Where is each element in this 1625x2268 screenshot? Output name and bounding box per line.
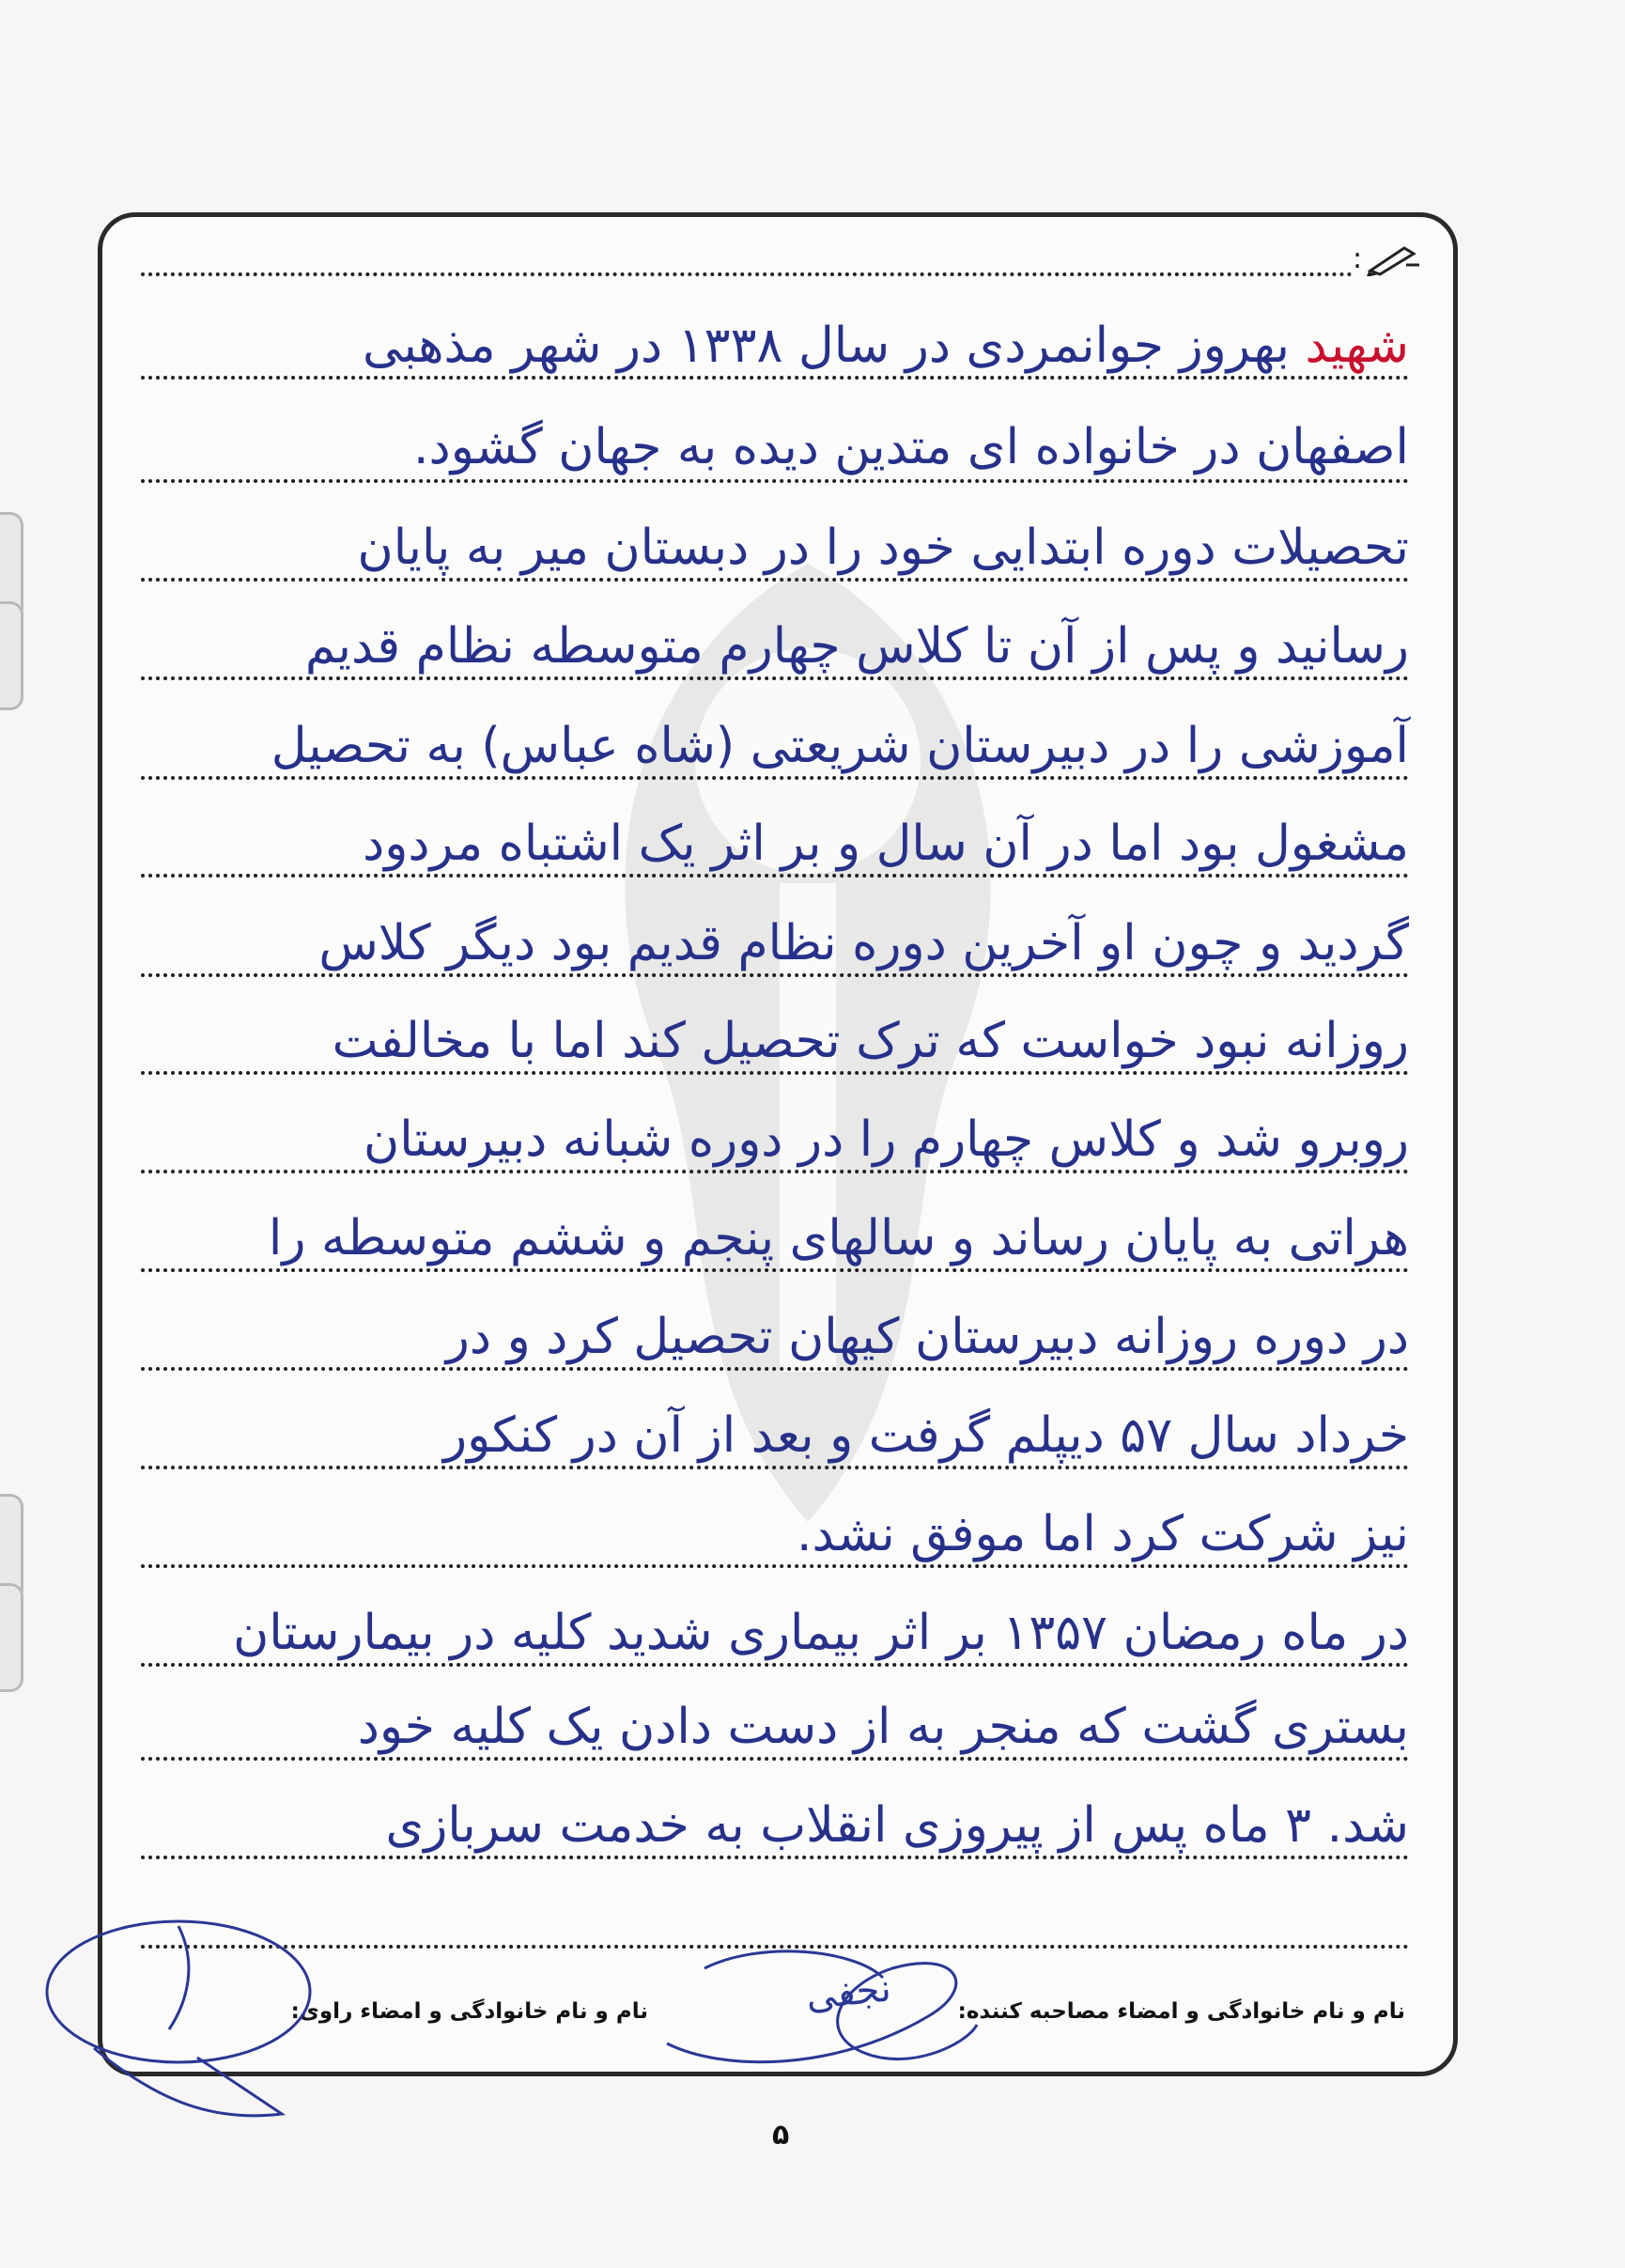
handwritten-line: بستری گشت که منجر به از دست دادن یک کلیه خود xyxy=(357,1699,1409,1755)
writing-rule xyxy=(141,676,1409,680)
handwritten-line: شهید بهروز جوانمردی در سال ۱۳۳۸ در شهر مذهبی xyxy=(363,318,1409,374)
interviewer-signature-label: نام و نام خانوادگی و امضاء مصاحبه کننده: xyxy=(957,1999,1405,2024)
interviewer-signature: نجفی xyxy=(803,1966,893,2019)
handwritten-line: هراتی به پایان رساند و سالهای پنجم و ششم متوسطه را xyxy=(268,1210,1409,1266)
handwritten-line: روبرو شد و کلاس چهارم را در دوره شبانه دبیرستان xyxy=(364,1111,1409,1168)
handwritten-line: مشغول بود اما در آن سال و بر اثر یک اشتباه مردود xyxy=(363,816,1409,872)
writing-rule xyxy=(141,776,1409,780)
writing-rule xyxy=(141,1071,1409,1075)
handwritten-line: گردید و چون او آخرین دوره نظام قدیم بود دیگر کلاس xyxy=(318,915,1409,971)
handwritten-line: نیز شرکت کرد اما موفق نشد. xyxy=(797,1506,1409,1562)
interviewer-signature-scribble xyxy=(648,1931,986,2081)
handwritten-line: در دوره روزانه دبیرستان کیهان تحصیل کرد و در xyxy=(445,1309,1409,1365)
narrator-signature-label: نام و نام خانوادگی و امضاء راوی: xyxy=(290,1999,648,2024)
header-label: : xyxy=(1353,242,1363,275)
binder-hole-bottom xyxy=(0,1583,23,1692)
writing-rule xyxy=(141,1268,1409,1272)
writing-rule xyxy=(141,578,1409,582)
handwritten-line: در ماه رمضان ۱۳۵۷ بر اثر بیماری شدید کلیه در بیمارستان xyxy=(233,1605,1409,1661)
header-rule xyxy=(141,272,1353,276)
writing-rule xyxy=(141,1466,1409,1469)
handwritten-line: آموزشی را در دبیرستان شریعتی (شاه عباس) به تحصیل xyxy=(271,718,1409,774)
writing-rule xyxy=(141,1170,1409,1173)
handwritten-line: رسانید و پس از آن تا کلاس چهارم متوسطه نظام قدیم xyxy=(304,618,1409,675)
writing-rule xyxy=(141,376,1409,380)
writing-rule xyxy=(141,973,1409,977)
binder-hole-upper-mid xyxy=(0,601,23,710)
narrator-signature-scribble xyxy=(38,1907,319,2133)
martyr-title: شهید xyxy=(1305,318,1409,374)
pen-writing-icon xyxy=(1367,242,1421,276)
handwritten-line: شد. ۳ ماه پس از پیروزی انقلاب به خدمت سربازی xyxy=(385,1797,1409,1854)
writing-rule xyxy=(141,1564,1409,1568)
writing-rule xyxy=(141,1367,1409,1371)
page-number: ۵ xyxy=(772,2119,790,2151)
writing-rule xyxy=(141,1757,1409,1761)
handwritten-line: تحصیلات دوره ابتدایی خود را در دبستان میر به پایان xyxy=(357,520,1409,576)
writing-rule xyxy=(141,1663,1409,1667)
writing-rule xyxy=(141,874,1409,878)
handwritten-line: خرداد سال ۵۷ دیپلم گرفت و بعد از آن در کنکور xyxy=(442,1407,1409,1464)
writing-rule xyxy=(141,1856,1409,1859)
handwritten-line: روزانه نبود خواست که ترک تحصیل کند اما با مخالفت xyxy=(332,1013,1409,1069)
writing-rule xyxy=(141,479,1409,483)
handwritten-line: اصفهان در خانواده ای متدین دیده به جهان گشود. xyxy=(413,419,1409,475)
